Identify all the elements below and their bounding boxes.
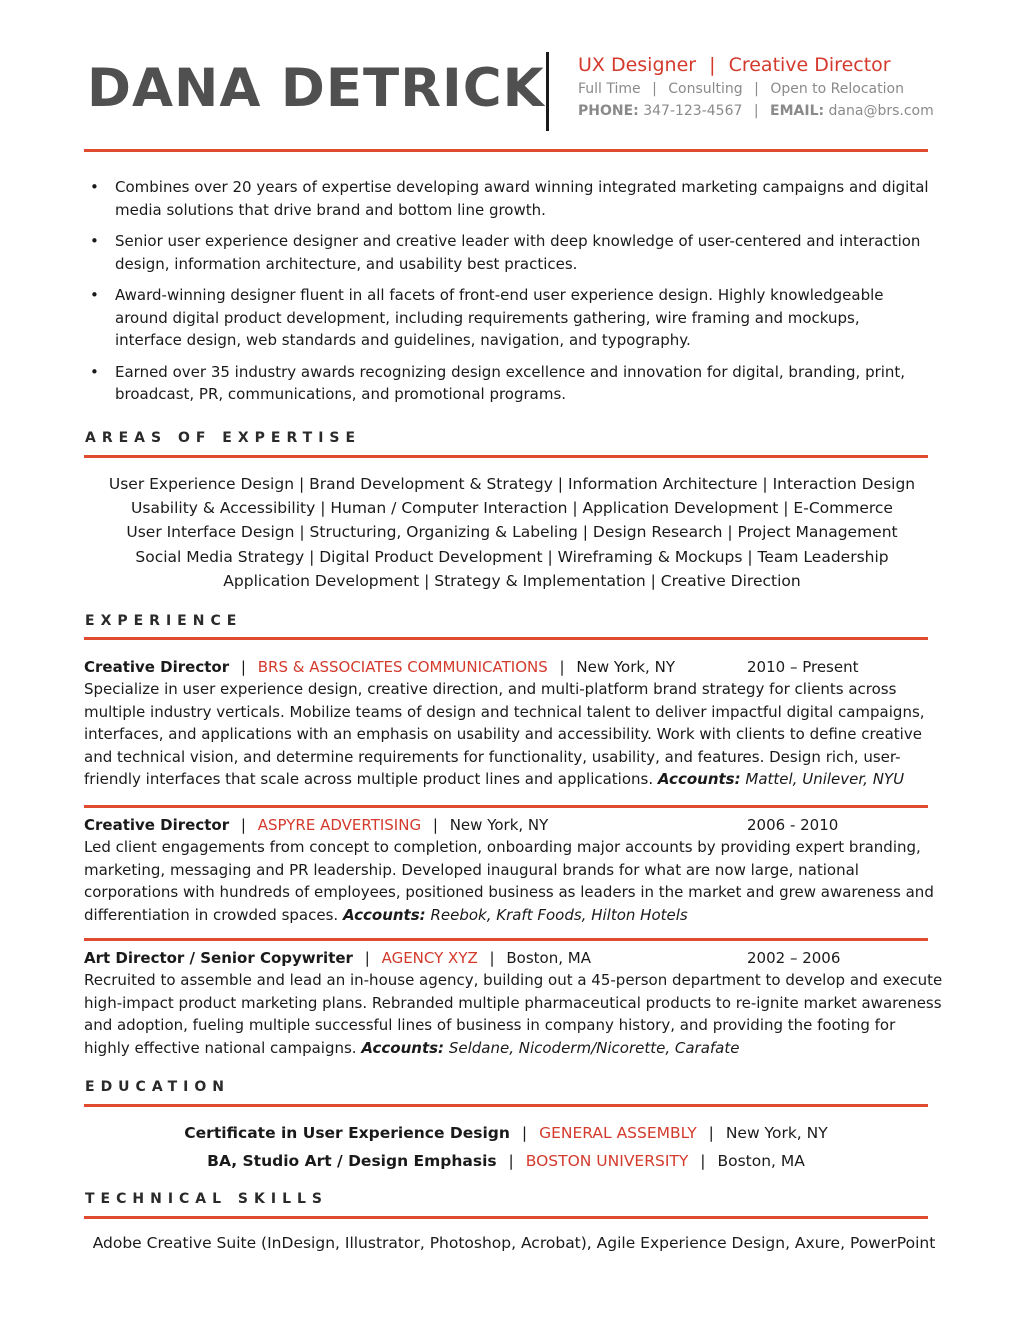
accounts-list: Mattel, Unilever, NYU (745, 770, 905, 788)
job-description (84, 969, 944, 1059)
separator: | (508, 1152, 514, 1170)
work-type: Full Time (578, 81, 641, 97)
work-type: Consulting (668, 81, 743, 97)
job-rule (84, 805, 928, 808)
education-entry (84, 1124, 928, 1142)
separator: | (432, 816, 438, 834)
job-description-text: Led client engagements from concept to completion, onboarding major accounts by providing expert branding, marketing, messaging and PR leadership. Developed inaugural brands for what are now large, national corporations with hundreds of employees, positioned business as leaders in the market and grew awareness and differentiation in crowded spaces. (84, 838, 934, 924)
expertise-row: Social Media Strategy | Digital Product Development | Wireframing & Mockups | Team Leadership (135, 547, 889, 566)
separator: | (489, 949, 495, 967)
job-role: Art Director / Senior Copywriter (84, 949, 353, 967)
degree: Certificate in User Experience Design (184, 1124, 510, 1142)
job-header (84, 814, 944, 836)
job-company: BRS & ASSOCIATES COMMUNICATIONS (257, 658, 548, 676)
candidate-name: DANA DETRICK (87, 58, 545, 119)
section-heading-expertise: AREAS OF EXPERTISE (85, 430, 362, 446)
job-header (84, 947, 944, 969)
section-heading-experience: EXPERIENCE (85, 613, 243, 629)
separator: | (559, 658, 565, 676)
job-location: Boston, MA (506, 949, 591, 967)
job-rule (84, 938, 928, 941)
summary-list (88, 176, 930, 415)
job-location: New York, NY (449, 816, 549, 834)
job-description-text: Recruited to assemble and lead an in-house agency, building out a 45-person department to develop and execute high-impact product marketing plans. Rebranded multiple pharmaceutical products to re-ignite market awareness and adoption, fueling multiple successful lines of business in company history, and providing the footing for highly effective national campaigns. (84, 971, 943, 1057)
job-location: New York, NY (576, 658, 675, 676)
summary-item: • Award-winning designer fluent in all facets of front-end user experience design. Highly knowledgeable around digital product development, including requirements gathering, wire framing and mockups, interface design, web standards and guidelines, navigation, and typography. (88, 284, 930, 352)
summary-item: • Senior user experience designer and creative leader with deep knowledge of user-centered and interaction design, information architecture, and usability best practices. (88, 230, 930, 275)
section-heading-education: EDUCATION (85, 1079, 230, 1095)
expertise-row: Application Development | Strategy & Implementation | Creative Direction (223, 571, 801, 590)
work-type: Open to Relocation (770, 81, 904, 97)
email-label: EMAIL: (770, 103, 825, 119)
education-entry (84, 1152, 928, 1170)
contact-info (578, 103, 934, 119)
job-entry (84, 656, 944, 791)
expertise-list (84, 472, 940, 593)
separator: | (240, 816, 246, 834)
separator: | (754, 81, 759, 97)
accounts-label: Accounts: (361, 1038, 445, 1057)
job-dates: 2006 - 2010 (747, 816, 839, 834)
technical-skills: Adobe Creative Suite (InDesign, Illustrator, Photoshop, Acrobat), Agile Experience Design, Axure, PowerPoint (92, 1234, 936, 1252)
summary-item: • Combines over 20 years of expertise developing award winning integrated marketing campaigns and digital media solutions that drive brand and bottom line growth. (88, 176, 930, 221)
job-entry (84, 814, 944, 926)
job-role: Creative Director (84, 658, 230, 676)
degree: BA, Studio Art / Design Emphasis (207, 1152, 497, 1170)
work-types (578, 81, 904, 97)
job-company: ASPYRE ADVERTISING (257, 816, 422, 834)
separator: | (521, 1124, 528, 1142)
separator: | (240, 658, 246, 676)
job-description (84, 836, 944, 926)
accounts-label: Accounts: (342, 905, 426, 924)
job-header (84, 656, 944, 678)
phone-label: PHONE: (578, 103, 639, 119)
education-location: Boston, MA (717, 1152, 805, 1170)
expertise-row: User Interface Design | Structuring, Organizing & Labeling | Design Research | Project Management (126, 523, 898, 542)
expertise-row: Usability & Accessibility | Human / Computer Interaction | Application Development | E-Commerce (131, 499, 893, 518)
job-description (84, 678, 944, 791)
separator: | (700, 1152, 706, 1170)
job-description-text: Specialize in user experience design, creative direction, and multi-platform brand strategy for clients across multiple industry verticals. Mobilize teams of design and technical talent to deliver impactful digital campaigns, interfaces, and applications with an emphasis on usability and accessibility. Work with clients to define creative and technical vision, and determine requirements for functionality, usability, and features. Design rich, user-friendly interfaces that scale across multiple product lines and applications. (84, 680, 925, 788)
education-location: New York, NY (725, 1124, 828, 1142)
accounts-list: Seldane, Nicoderm/Nicorette, Carafate (448, 1038, 740, 1057)
section-rule (84, 637, 928, 640)
job-dates: 2010 – Present (747, 658, 859, 676)
title-separator: | (709, 54, 716, 76)
header-rule (84, 149, 928, 152)
job-company: AGENCY XYZ (381, 949, 478, 967)
section-rule (84, 1104, 928, 1107)
section-rule (84, 455, 928, 458)
phone-number[interactable]: 347-123-4567 (643, 103, 743, 119)
job-titles (578, 54, 891, 76)
job-role: Creative Director (84, 816, 230, 834)
separator: | (652, 81, 657, 97)
separator: | (753, 103, 759, 119)
accounts-list: Reebok, Kraft Foods, Hilton Hotels (430, 905, 688, 924)
job-entry (84, 947, 944, 1059)
title-secondary: Creative Director (728, 54, 891, 76)
title-primary: UX Designer (578, 54, 697, 76)
school: GENERAL ASSEMBLY (539, 1124, 697, 1142)
summary-item: • Earned over 35 industry awards recognizing design excellence and innovation for digital, branding, print, broadcast, PR, communications, and promotional programs. (88, 361, 930, 406)
job-dates: 2002 – 2006 (747, 949, 841, 967)
school: BOSTON UNIVERSITY (525, 1152, 689, 1170)
accounts-label: Accounts: (657, 770, 741, 788)
separator: | (364, 949, 370, 967)
separator: | (708, 1124, 714, 1142)
header-divider (546, 52, 549, 131)
email-address[interactable]: dana@brs.com (828, 103, 934, 119)
expertise-row: User Experience Design | Brand Development & Strategy | Information Architecture | Interaction Design (108, 475, 916, 493)
section-heading-skills: TECHNICAL SKILLS (85, 1191, 328, 1207)
section-rule (84, 1216, 928, 1219)
